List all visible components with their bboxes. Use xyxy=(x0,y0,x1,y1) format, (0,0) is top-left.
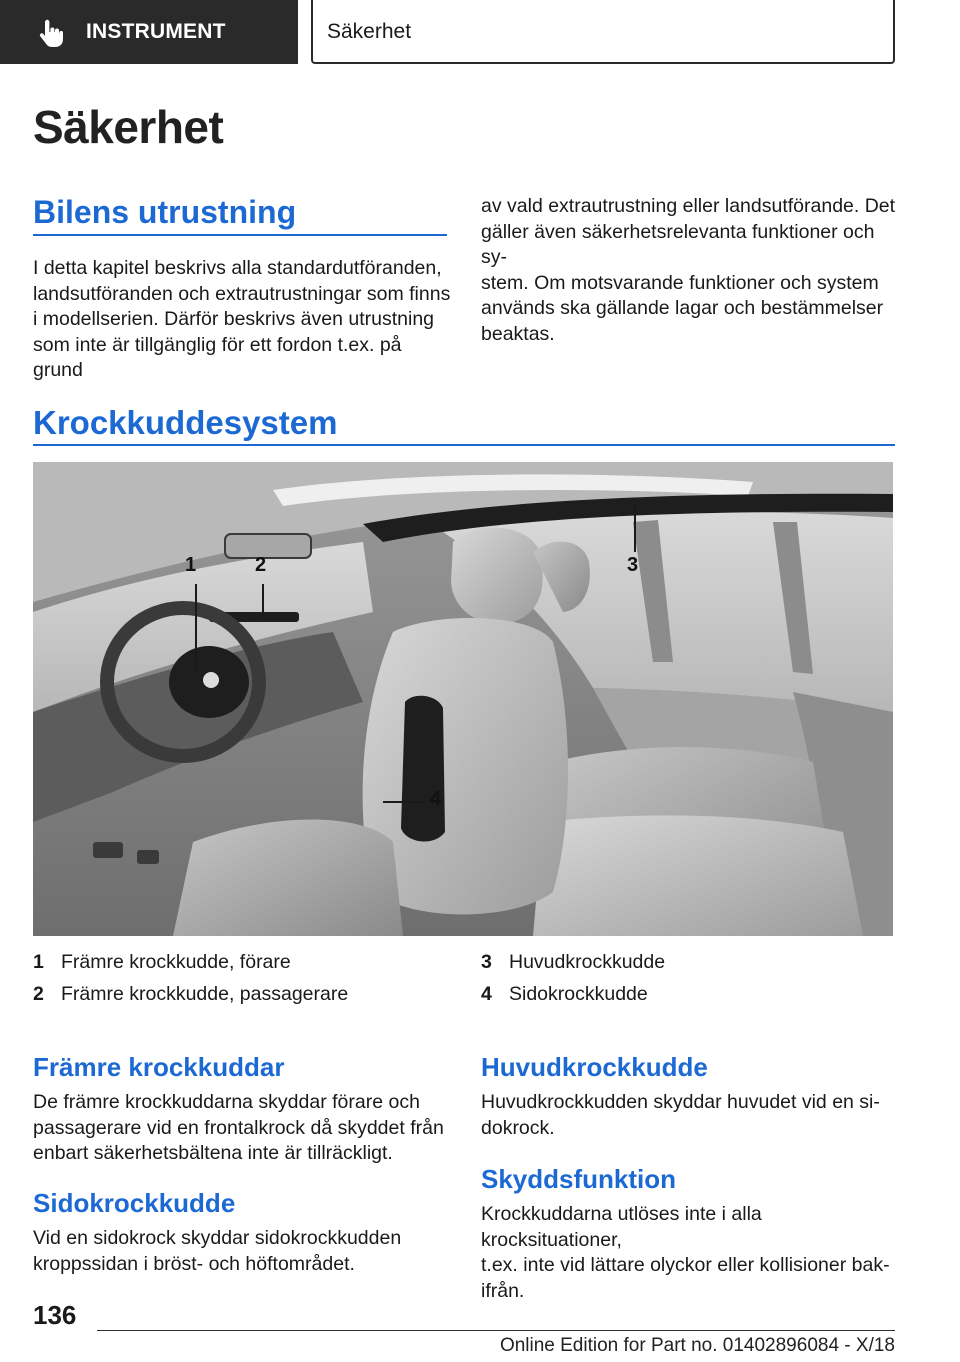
legend-text: Sidokrockkudde xyxy=(509,983,648,1005)
figure-legend-col1 xyxy=(33,946,453,1010)
heading-rule xyxy=(33,444,895,446)
heading-sidokrockkudde: Sidokrockkudde xyxy=(33,1188,236,1218)
paragraph-framre xyxy=(33,1090,463,1167)
text-line: kroppssidan i bröst- och höftområdet. xyxy=(33,1252,355,1275)
callout-2: 2 xyxy=(255,554,267,576)
section-label: INSTRUMENT xyxy=(86,20,226,43)
heading-framre-krockkuddar: Främre krockkuddar xyxy=(33,1052,285,1082)
text-line: De främre krockkuddarna skyddar förare och xyxy=(33,1091,420,1113)
legend-number: 4 xyxy=(481,983,492,1005)
heading-skyddsfunktion: Skyddsfunktion xyxy=(481,1164,677,1194)
heading-bilens-utrustning: Bilens utrustning xyxy=(33,194,297,230)
text-line: i modellserien. Därför beskrivs även utrustning xyxy=(33,308,435,330)
text-line: t.ex. inte vid lättare olyckor eller kollisioner bak‐ xyxy=(481,1254,890,1276)
text-line: som inte är tillgänglig för ett fordon t.ex. på grund xyxy=(33,333,402,381)
text-line: stem. Om motsvarande funktioner och system xyxy=(481,271,879,294)
text-line: Huvudkrockkudden skyddar huvudet vid en si‐ xyxy=(481,1091,880,1113)
text-line: gäller även säkerhetsrelevanta funktioner och sy‐ xyxy=(481,220,875,268)
heading-huvudkrockkudde: Huvudkrockkudde xyxy=(481,1052,708,1082)
page-title: Säkerhet xyxy=(33,101,224,153)
figure-legend-col2 xyxy=(481,946,895,1010)
heading-krockkuddesystem: Krockkuddesystem xyxy=(33,404,338,441)
legend-number: 3 xyxy=(481,951,492,973)
airbag-system-illustration xyxy=(33,462,893,936)
legend-item xyxy=(481,946,895,978)
callout-1: 1 xyxy=(185,554,197,576)
text-line: enbart säkerhetsbältena inte är tillräckligt. xyxy=(33,1142,393,1164)
text-line: ifrån. xyxy=(481,1279,525,1302)
legend-text: Främre krockkudde, passagerare xyxy=(61,983,349,1005)
text-line: dokrock. xyxy=(481,1116,555,1139)
legend-number: 1 xyxy=(33,951,44,973)
text-line: av vald extrautrustning eller landsutförande. Det xyxy=(481,195,896,217)
text-line: beaktas. xyxy=(481,322,555,345)
legend-item xyxy=(33,978,453,1010)
text-line: Krockkuddarna utlöses inte i alla krocksituationer, xyxy=(481,1203,762,1251)
legend-text: Huvudkrockkudde xyxy=(509,951,666,973)
callout-4: 4 xyxy=(430,788,442,810)
pointing-hand-icon xyxy=(34,18,66,50)
text-line: I detta kapitel beskrivs alla standardutföranden, xyxy=(33,257,442,279)
paragraph-huvud xyxy=(481,1090,901,1141)
legend-text: Främre krockkudde, förare xyxy=(61,951,291,973)
paragraph-sido xyxy=(33,1226,463,1277)
legend-number: 2 xyxy=(33,983,44,1005)
legend-item xyxy=(33,946,453,978)
legend-item xyxy=(481,978,895,1010)
callout-3: 3 xyxy=(627,554,639,576)
text-line: landsutföranden och extrautrustningar som finns xyxy=(33,282,451,305)
page-number: 136 xyxy=(33,1300,77,1330)
text-line: används ska gällande lagar och bestämmelser xyxy=(481,297,884,319)
footer-edition-text: Online Edition for Part no. 01402896084 - X/18 xyxy=(499,1335,895,1356)
chapter-tab[interactable] xyxy=(311,0,895,64)
car-interior-drawing xyxy=(33,462,893,936)
text-line: Vid en sidokrock skyddar sidokrockkudden xyxy=(33,1227,402,1249)
heading-rule xyxy=(33,234,447,236)
section-tab[interactable] xyxy=(0,0,298,64)
paragraph-bilens-col2 xyxy=(481,194,901,347)
footer-rule xyxy=(97,1330,895,1331)
chapter-label: Säkerhet xyxy=(327,20,412,43)
paragraph-bilens-col1 xyxy=(33,256,453,384)
text-line: passagerare vid en frontalkrock då skyddet från xyxy=(33,1116,444,1139)
paragraph-skydd xyxy=(481,1202,901,1304)
